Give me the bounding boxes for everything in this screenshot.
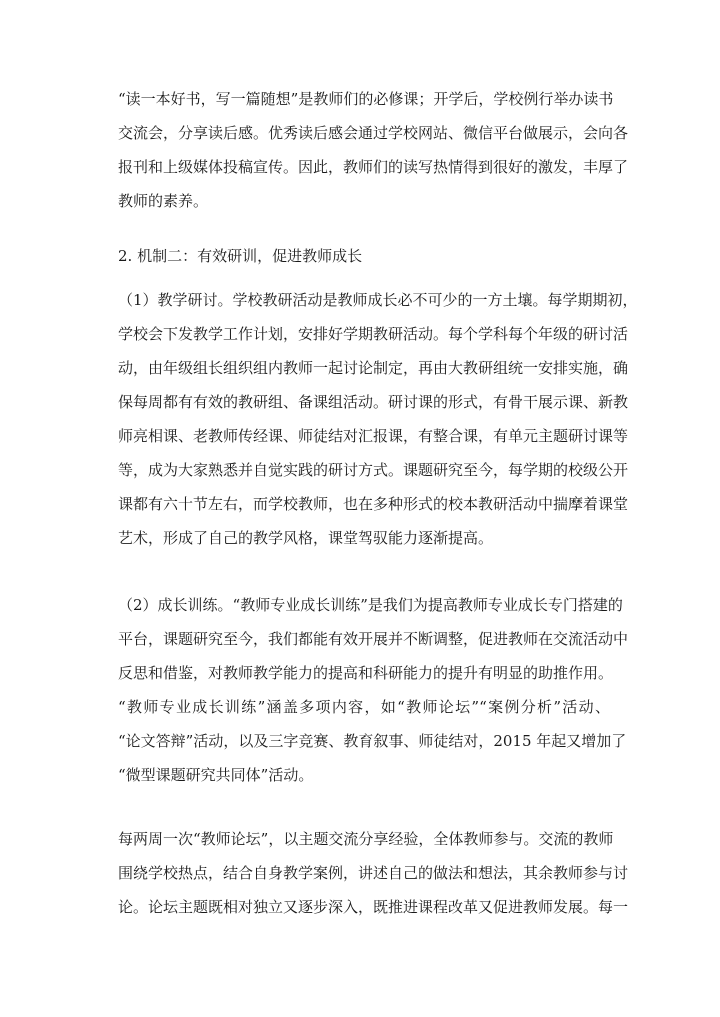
- text-line: 师亮相课、老教师传经课、师徒结对汇报课，有整合课，有单元主题研讨课等: [118, 427, 629, 445]
- text-line: 等，成为大家熟悉并自觉实践的研讨方式。课题研究至今，每学期的校级公开: [118, 461, 629, 479]
- text-line: “论文答辩”活动，以及三字竞赛、教育叙事、师徒结对，2015 年起又增加了: [118, 732, 627, 750]
- text-line: 动，由年级组长组织组内教师一起讨论制定，再由大教研组统一安排实施，确: [118, 359, 629, 377]
- text-line: 报刊和上级媒体投稿宣传。因此，教师们的读写热情得到很好的激发，丰厚了: [118, 158, 629, 176]
- text-line: “教师专业成长训练”涵盖多项内容，如“教师论坛”“案例分析”活动、: [118, 698, 610, 716]
- mechanism-heading: [118, 239, 610, 273]
- text-line: 教师的素养。: [118, 192, 209, 210]
- reading-paragraph: [118, 82, 629, 218]
- text-line: 每两周一次“教师论坛”，以主题交流分享经验，全体教师参与。交流的教师: [118, 830, 614, 848]
- text-line: 课都有六十节左右，而学校教师，也在多种形式的校本教研活动中揣摩着课堂: [118, 495, 629, 513]
- text-line: 交流会，分享读后感。优秀读后感会通过学校网站、微信平台做展示，会向各: [118, 124, 629, 142]
- text-line: 论。论坛主题既相对独立又逐步深入，既推进课程改革又促进教师发展。每一: [118, 898, 629, 916]
- teaching-research-paragraph: [118, 283, 638, 555]
- text-line: 平台，课题研究至今，我们都能有效开展并不断调整，促进教师在交流活动中: [118, 630, 629, 648]
- text-line: 反思和借鉴，对教师教学能力的提高和科研能力的提升有明显的助推作用。: [118, 664, 614, 682]
- growth-training-paragraph: [118, 588, 629, 792]
- text-line: 学校会下发教学工作计划，安排好学期教研活动。每个学科每个年级的研讨活: [118, 325, 629, 343]
- text-line: 保每周都有有效的教研组、备课组活动。研讨课的形式，有骨干展示课、新教: [118, 393, 629, 411]
- text-line: （1）教学研讨。学校教研活动是教师成长必不可少的一方土壤。每学期期初，: [118, 291, 638, 309]
- text-line: （2）成长训练。“教师专业成长训练”是我们为提高教师专业成长专门搭建的: [118, 596, 623, 614]
- text-line: 围绕学校热点，结合自身教学案例，讲述自己的做法和想法，其余教师参与讨: [118, 864, 629, 882]
- forum-paragraph: [118, 822, 629, 924]
- section-heading-text: 2. 机制二：有效研训，促进教师成长: [118, 247, 363, 265]
- text-line: “读一本好书，写一篇随想”是教师们的必修课；开学后，学校例行举办读书: [118, 90, 614, 108]
- text-line: “微型课题研究共同体”活动。: [118, 766, 314, 784]
- text-line: 艺术，形成了自己的教学风格，课堂驾驭能力逐渐提高。: [118, 529, 494, 547]
